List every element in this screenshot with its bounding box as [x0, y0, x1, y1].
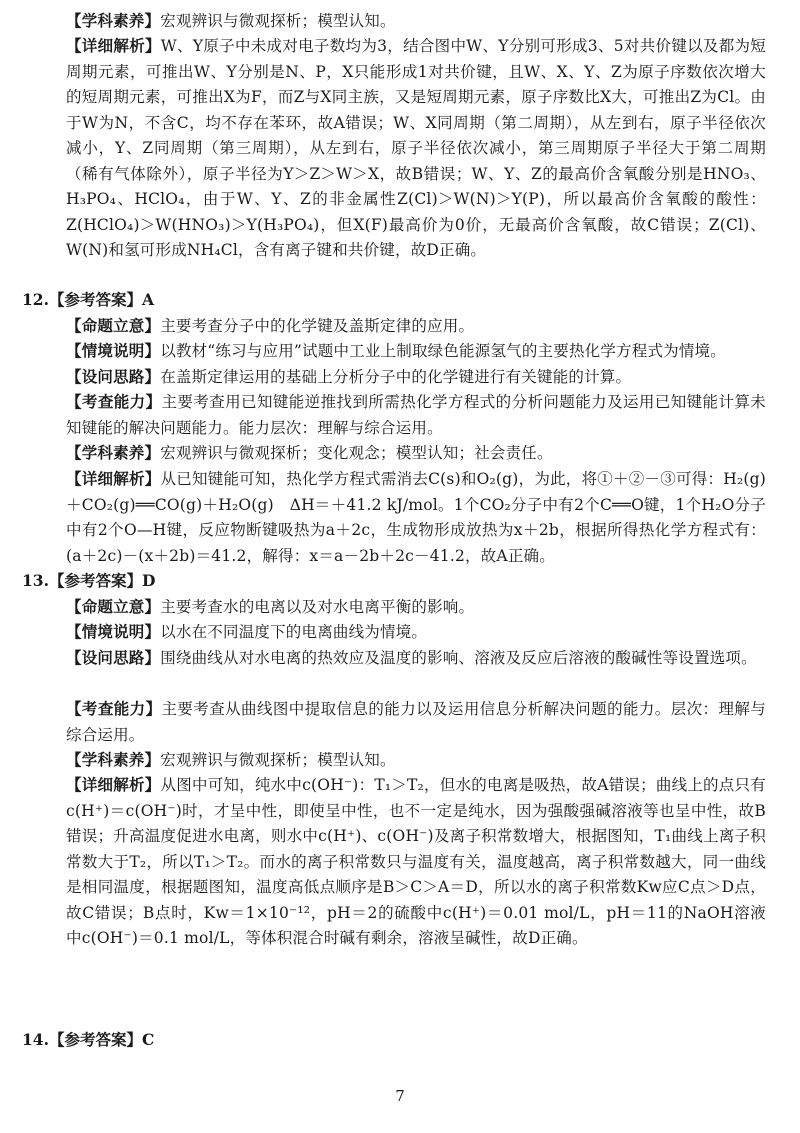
paragraph-literacy-12: 【学科素养】宏观辨识与微观探析；变化观念；模型认知；社会责任。	[66, 443, 553, 462]
paragraph-intent-12: 【命题立意】主要考查分子中的化学键及盖斯定律的应用。	[66, 316, 475, 335]
answer-12: 12.【参考答案】A	[22, 290, 155, 309]
paragraph-literacy-13: 【学科素养】宏观辨识与微观探析；模型认知。	[66, 750, 396, 769]
paragraph-approach-12: 【设问思路】在盖斯定律运用的基础上分析分子中的化学键进行有关键能的计算。	[66, 367, 632, 386]
paragraph-literacy-11: 【学科素养】宏观辨识与微观探析；模型认知。	[66, 11, 396, 30]
paragraph-analysis-12: 【详细解析】从已知键能可知，热化学方程式需消去C(s)和O₂(g)，为此，将①＋②－③可得：H₂(g)＋CO₂(g)══CO(g)＋H₂O(g) ΔH＝＋41.2 kJ/mol。1个CO₂分子中有2个C══O键，1个H₂O分子中有2个O—H键，反应物断键吸热为a＋2c，生成物形成放热为x＋2b，根据所得热化学方程式有：(a＋2c)－(x＋2b)＝41.2，解得：x＝a－2b＋2c－41.2，故A正确。	[66, 469, 766, 565]
paragraph-ability-12: 【考查能力】主要考查用已知键能逆推找到所需热化学方程式的分析问题能力及运用已知键能计算未知键能的解决问题能力。能力层次：理解与综合运用。	[66, 392, 766, 437]
page-number: 7	[395, 1087, 405, 1105]
paragraph-approach-13: 【设问思路】围绕曲线从对水电离的热效应及温度的影响、溶液及反应后溶液的酸碱性等设置选项。	[66, 648, 757, 667]
answer-13: 13.【参考答案】D	[22, 571, 156, 590]
paragraph-analysis-11: 【详细解析】W、Y原子中未成对电子数均为3，结合图中W、Y分别可形成3、5对共价键以及都为短周期元素，可推出W、Y分别是N、P，X只能形成1对共价键，且W、X、Y、Z为原子序数依次增大的短周期元素，可推出X为F，而Z与X同主族，又是短周期元素，原子序数比X大，可推出Z为Cl。由于W为N，不含C，均不存在苯环，故A错误；W、X同周期（第二周期），从左到右，原子半径依次减小，Y、Z同周期（第三周期），从左到右，原子半径依次减小，第三周期原子半径大于第二周期（稀有气体除外），原子半径为Y＞Z＞W＞X，故B错误；W、Y、Z的最高价含氧酸分别是HNO₃、H₃PO₄、HClO₄，由于W、Y、Z的非金属性Z(Cl)＞W(N)＞Y(P)，所以最高价含氧酸的酸性：Z(HClO₄)＞W(HNO₃)＞Y(H₃PO₄)，但X(F)最高价为0价，无最高价含氧酸，故C错误；Z(Cl)、W(N)和氢可形成NH₄Cl，含有离子键和共价键，故D正确。	[66, 36, 767, 259]
paragraph-context-12: 【情境说明】以教材“练习与应用”试题中工业上制取绿色能源氢气的主要热化学方程式为情境。	[66, 341, 726, 360]
paragraph-intent-13: 【命题立意】主要考查水的电离以及对水电离平衡的影响。	[66, 597, 475, 616]
paragraph-ability-13: 【考查能力】主要考查从曲线图中提取信息的能力以及运用信息分析解决问题的能力。层次：理解与综合运用。	[66, 699, 766, 744]
paragraph-analysis-13: 【详细解析】从图中可知，纯水中c(OH⁻)：T₁＞T₂，但水的电离是吸热，故A错误；曲线上的点只有c(H⁺)＝c(OH⁻)时，才呈中性，即使呈中性，也不一定是纯水，因为强酸强碱溶液等也呈中性，故B错误；升高温度促进水电离，则水中c(H⁺)、c(OH⁻)及离子积常数增大，根据图知，T₁曲线上离子积常数大于T₂，所以T₁＞T₂。而水的离子积常数只与温度有关，温度越高，离子积常数越大，同一曲线是相同温度，根据题图知，温度高低点顺序是B＞C＞A＝D，所以水的离子积常数Kw应C点＞D点，故C错误；B点时，Kw＝1×10⁻¹²，pH＝2的硫酸中c(H⁺)＝0.01 mol/L，pH＝11的NaOH溶液中c(OH⁻)＝0.1 mol/L，等体积混合时碱有剩余，溶液呈碱性，故D正确。	[66, 775, 766, 947]
answer-14: 14.【参考答案】C	[22, 1030, 155, 1049]
paragraph-context-13: 【情境说明】以水在不同温度下的电离曲线为情境。	[66, 622, 428, 641]
